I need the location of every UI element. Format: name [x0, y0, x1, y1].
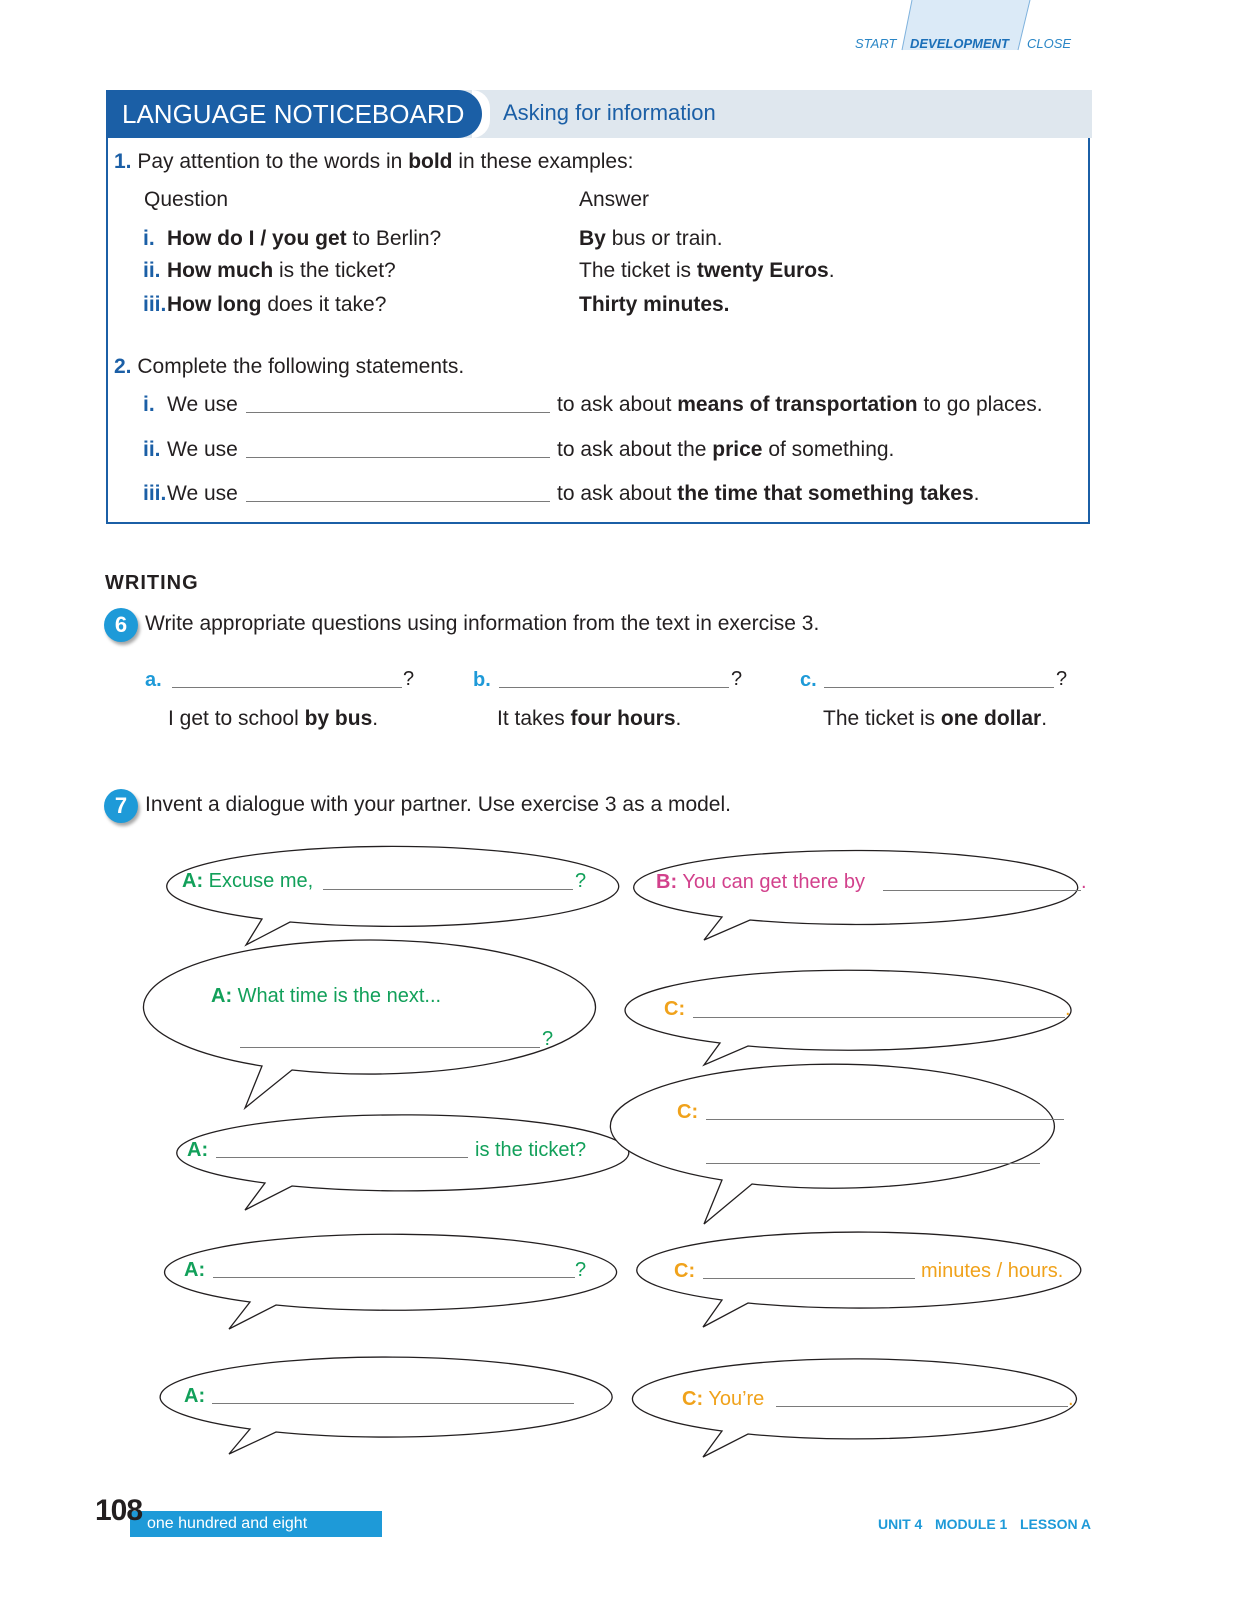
speaker-label: A:	[187, 1139, 209, 1161]
ex6-answer-pre: It takes	[497, 707, 571, 730]
footer-lesson: LESSON A	[1020, 1516, 1092, 1532]
bubble-right-4-text: minutes / hours.	[921, 1260, 1064, 1282]
bubble-left-3-blank[interactable]	[216, 1157, 468, 1158]
exercise-7-badge: 7	[104, 789, 138, 823]
row-num: i.	[143, 227, 155, 250]
statement-bold: price	[712, 438, 763, 461]
answer-bold: Thirty minutes.	[579, 293, 730, 316]
question-bold: How much	[167, 259, 274, 282]
bubble-left-2	[143, 940, 595, 1108]
bubble-prompt: You’re	[708, 1388, 765, 1410]
noticeboard-title: LANGUAGE NOTICEBOARD	[106, 90, 482, 138]
speaker-label: C:	[664, 998, 686, 1020]
row-num: ii.	[143, 438, 161, 461]
bubble-left-1-text	[182, 870, 313, 893]
speaker-label: C:	[674, 1260, 696, 1282]
part1-text-b: in these examples:	[452, 150, 634, 173]
footer-module: MODULE 1	[935, 1516, 1008, 1532]
bubble-left-3-speaker	[187, 1139, 208, 1162]
row-num: iii.	[143, 293, 167, 316]
statement-bold: means of transportation	[677, 393, 918, 416]
col-answer-header: Answer	[579, 188, 650, 211]
bubble-prompt: You can get there by	[682, 871, 866, 893]
ex6-letter-b: b.	[473, 669, 491, 691]
bubble-left-1	[167, 846, 619, 945]
bubble-right-3-text	[677, 1101, 698, 1124]
bubble-prompt: Excuse me,	[208, 870, 314, 892]
statement-pre: to ask about	[557, 482, 678, 505]
statement-lead: We use	[167, 438, 238, 461]
statement-bold: the time that something takes	[677, 482, 974, 505]
page-number-words: one hundred and eight	[130, 1511, 382, 1537]
exercise-6-badge: 6	[104, 608, 138, 642]
bubble-left-5	[160, 1357, 612, 1454]
answer-bold: twenty Euros	[696, 259, 829, 282]
bubble-prompt: What time is the next...	[237, 985, 442, 1007]
nav-development: DEVELOPMENT	[910, 36, 1009, 51]
speaker-label: A:	[211, 985, 233, 1007]
ex6-letter-a: a.	[145, 669, 162, 691]
bubble-left-4-end: ?	[575, 1259, 587, 1281]
bubble-left-4-blank[interactable]	[213, 1277, 575, 1278]
question-rest: to Berlin?	[346, 227, 442, 250]
bubble-right-3-blank-2[interactable]	[706, 1163, 1040, 1164]
ex6-answer-post: .	[675, 707, 682, 730]
bubble-right-1-blank[interactable]	[883, 890, 1081, 891]
nav-close: CLOSE	[1027, 36, 1072, 51]
bubble-right-1-text	[656, 871, 865, 894]
statement-lead: We use	[167, 393, 238, 416]
speaker-label: B:	[656, 871, 678, 893]
answer-rest: bus or train.	[605, 227, 723, 250]
part2-text: Complete the following statements.	[137, 355, 465, 378]
statement-post: of something.	[762, 438, 895, 461]
row-num: i.	[143, 393, 155, 416]
bubble-left-2-end: ?	[542, 1028, 554, 1050]
speaker-label: C:	[682, 1388, 704, 1410]
bubble-right-4-blank[interactable]	[703, 1278, 915, 1279]
ex6-qmark-a: ?	[403, 668, 415, 690]
ex6-answer-post: .	[372, 707, 379, 730]
ex6-qmark-c: ?	[1056, 668, 1068, 690]
writing-heading: WRITING	[105, 572, 199, 594]
bubble-right-3	[610, 1064, 1054, 1224]
part1-number: 1.	[114, 150, 132, 173]
bubble-right-1-end: .	[1081, 871, 1087, 893]
nav-start: START	[855, 36, 897, 51]
bubble-right-3-blank-1[interactable]	[706, 1119, 1064, 1120]
bubble-left-1-end: ?	[575, 870, 587, 892]
ex6-letter-c: c.	[800, 669, 817, 691]
ex6-answer-bold: by bus	[304, 707, 373, 730]
question-bold: How do I / you get	[167, 227, 347, 250]
row-num: ii.	[143, 259, 161, 282]
ex6-answer-pre: I get to school	[168, 707, 305, 730]
exercise-6-instruction: Write appropriate questions using information from the text in exercise 3.	[145, 612, 820, 635]
part2-number: 2.	[114, 355, 132, 378]
answer-post: .	[828, 259, 835, 282]
part1-text-bold: bold	[408, 150, 453, 173]
bubble-left-2-blank[interactable]	[240, 1047, 540, 1048]
col-question-header: Question	[144, 188, 229, 211]
bubble-left-2-text	[211, 985, 441, 1008]
ex6-answer-post: .	[1041, 707, 1048, 730]
footer-unit: UNIT 4	[878, 1516, 923, 1532]
question-bold: How long	[167, 293, 262, 316]
bubble-right-5-end: .	[1068, 1388, 1074, 1410]
bubble-left-4-text	[184, 1259, 205, 1282]
speaker-label: A:	[182, 870, 204, 892]
speaker-label: C:	[677, 1101, 699, 1123]
bubble-right-2-text	[664, 998, 685, 1021]
bubble-left-3-text: is the ticket?	[475, 1139, 587, 1161]
row-num: iii.	[143, 482, 167, 505]
question-rest: is the ticket?	[273, 259, 396, 282]
bubble-left-1-blank[interactable]	[323, 889, 573, 890]
bubble-right-1	[634, 850, 1078, 940]
ex6-answer-bold: one dollar	[940, 707, 1042, 730]
ex6-answer-pre: The ticket is	[823, 707, 941, 730]
bubble-right-5-text	[682, 1388, 764, 1411]
statement-post: to go places.	[917, 393, 1043, 416]
page-number: 108	[95, 1494, 143, 1527]
statement-pre: to ask about the	[557, 438, 713, 461]
exercise-7-instruction: Invent a dialogue with your partner. Use exercise 3 as a model.	[145, 793, 731, 816]
bubble-left-3	[177, 1115, 629, 1210]
bubble-right-2-end: .	[1065, 998, 1071, 1020]
speaker-label: A:	[184, 1259, 206, 1281]
statement-lead: We use	[167, 482, 238, 505]
ex6-answer-bold: four hours	[570, 707, 676, 730]
answer-pre: The ticket is	[579, 259, 697, 282]
noticeboard-subtitle: Asking for information	[503, 100, 716, 125]
question-rest: does it take?	[261, 293, 387, 316]
bubble-left-5-blank[interactable]	[212, 1403, 574, 1404]
part1-text-a: Pay attention to the words in	[137, 150, 409, 173]
bubble-right-4-speaker	[674, 1260, 695, 1283]
bubble-left-4	[165, 1234, 617, 1329]
bubble-left-5-text	[184, 1385, 205, 1408]
statement-pre: to ask about	[557, 393, 678, 416]
answer-bold: By	[579, 227, 606, 250]
bubble-right-5-blank[interactable]	[776, 1406, 1068, 1407]
ex6-qmark-b: ?	[731, 668, 743, 690]
bubble-right-2-blank[interactable]	[693, 1017, 1065, 1018]
statement-post: .	[973, 482, 980, 505]
speaker-label: A:	[184, 1385, 206, 1407]
